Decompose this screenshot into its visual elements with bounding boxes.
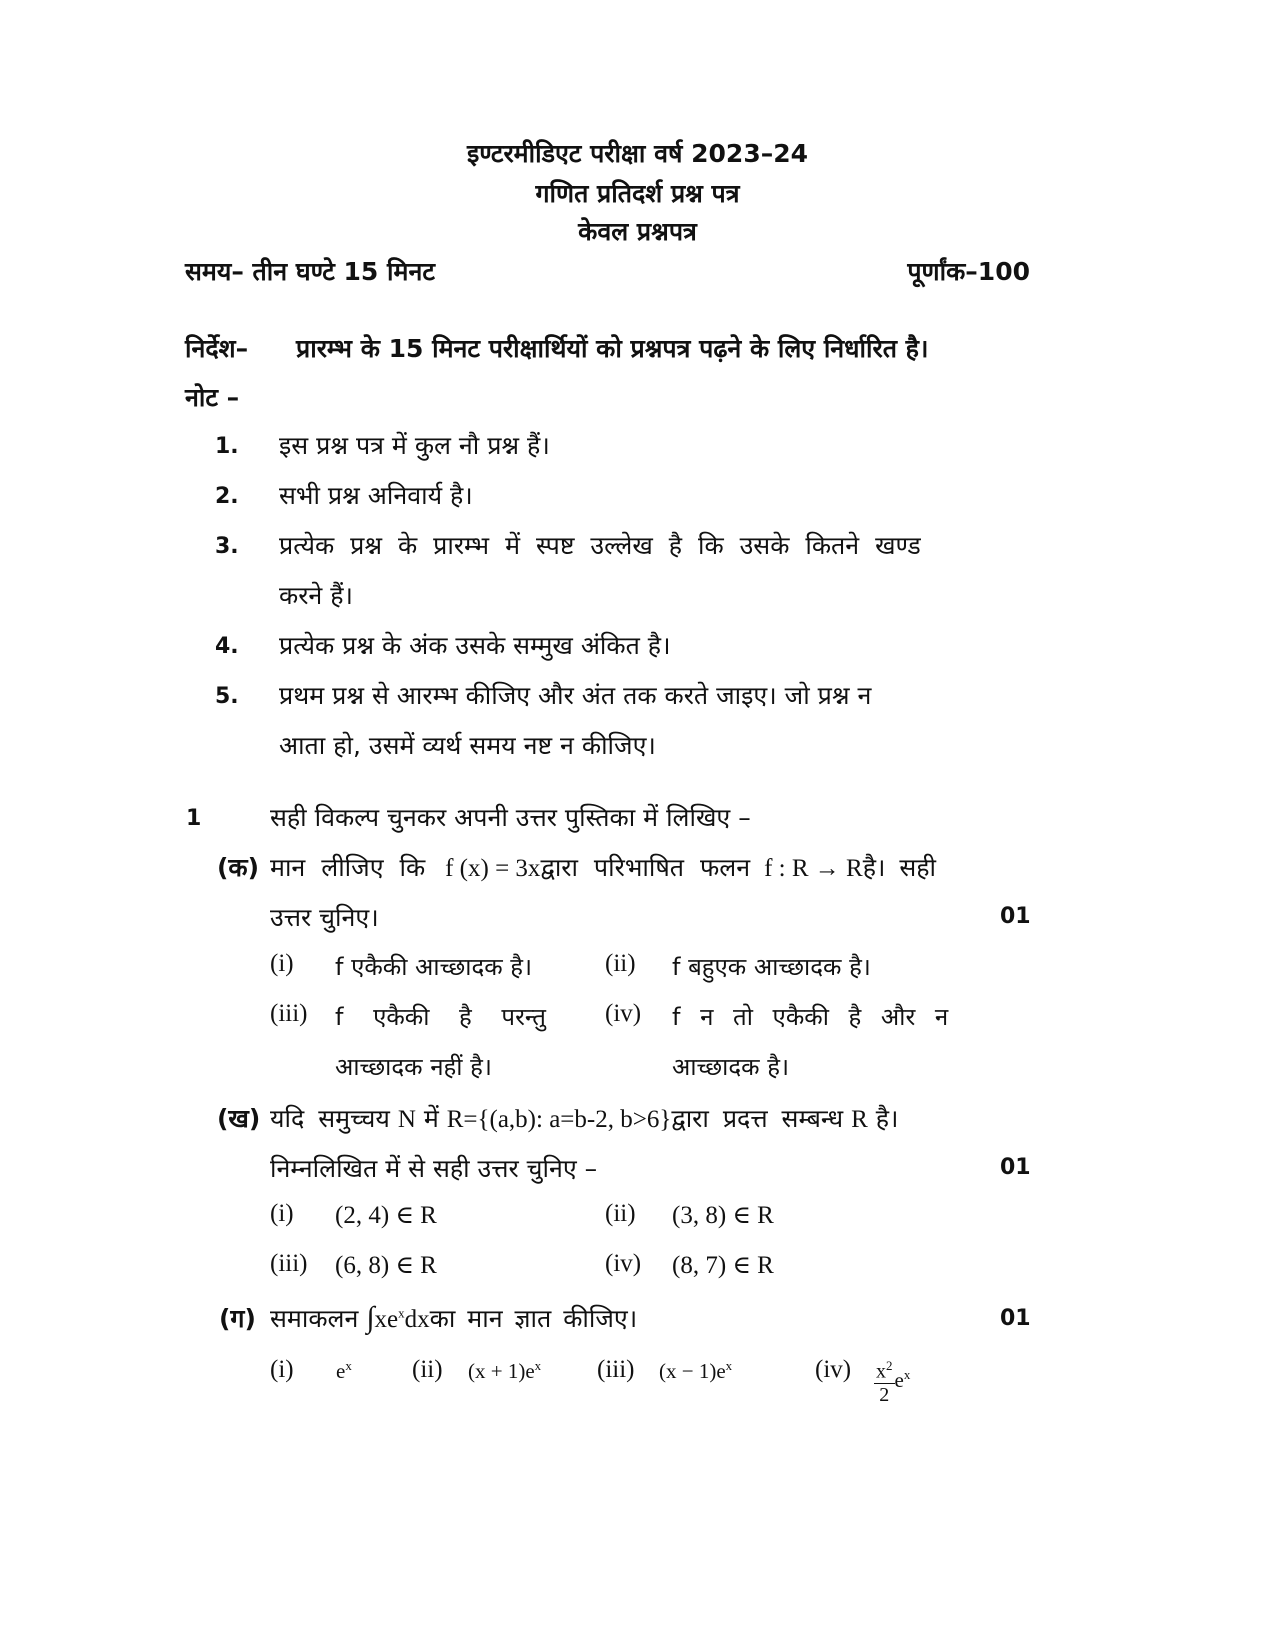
option-label: (i)	[270, 950, 294, 977]
note-label: नोट –	[185, 383, 240, 412]
option-label: (iv)	[815, 1356, 852, 1383]
part-label: (ख)	[217, 1104, 261, 1133]
relation-definition: R={(a,b): a=b-2, b>6}	[446, 1106, 672, 1133]
note-number: 1.	[215, 434, 239, 459]
option-label: (ii)	[412, 1356, 443, 1383]
paper-type: केवल प्रश्नपत्र	[578, 217, 697, 246]
question-number: 1	[186, 806, 202, 831]
note-text-continued: आता हो, उसमें व्यर्थ समय नष्ट न कीजिए।	[279, 731, 656, 760]
option-text: f बहुएक आच्छादक है।	[672, 953, 871, 981]
part-label: (ग)	[219, 1304, 256, 1333]
part-marks: 01	[1000, 1155, 1031, 1180]
option-text-continued: आच्छादक नहीं है।	[335, 1053, 492, 1081]
option-value: (3, 8) ∈ R	[672, 1202, 774, 1229]
note-text: इस प्रश्न पत्र में कुल नौ प्रश्न हैं।	[279, 431, 550, 460]
paper-subject: गणित प्रतिदर्श प्रश्न पत्र	[535, 179, 740, 208]
note-number: 5.	[215, 684, 239, 709]
note-number: 4.	[215, 634, 239, 659]
option-value: $e^x$	[336, 1358, 352, 1383]
exam-title: इण्टरमीडिएट परीक्षा वर्ष 2023–24	[466, 139, 809, 168]
option-label: (iv)	[605, 1000, 642, 1027]
part-label: (क)	[217, 853, 260, 882]
note-number: 3.	[215, 534, 239, 559]
option-label: (iii)	[597, 1356, 635, 1383]
option-value: (8, 7) ∈ R	[672, 1252, 774, 1279]
part-text: यदि समुच्चय N में R={(a,b): a=b-2, b>6}द्वारा प्रदत्त सम्बन्ध R है।	[270, 1104, 899, 1133]
direction-label: निर्देश–	[185, 334, 249, 363]
option-text: f एकैकी आच्छादक है।	[335, 953, 533, 981]
direction-text: प्रारम्भ के 15 मिनट परीक्षार्थियों को प्रश्नपत्र पढ़ने के लिए निर्धारित है।	[296, 334, 929, 363]
note-number: 2.	[215, 484, 239, 509]
option-value: $(x - 1)e^x$	[659, 1358, 733, 1383]
note-text: सभी प्रश्न अनिवार्य है।	[279, 481, 473, 510]
option-value: (6, 8) ∈ R	[335, 1252, 437, 1279]
option-label: (iii)	[270, 1250, 308, 1277]
option-label: (i)	[270, 1200, 294, 1227]
note-text-continued: करने हैं।	[279, 581, 353, 610]
time-allowed: समय– तीन घण्टे 15 मिनट	[185, 257, 435, 286]
option-text-continued: आच्छादक है।	[672, 1053, 790, 1081]
option-value: $\frac{x^2}{2}$ $e^x$	[874, 1355, 910, 1406]
set-symbol: N	[397, 1106, 416, 1133]
integral-expression: $\int xe^xdx$	[366, 1301, 430, 1334]
part-marks: 01	[1000, 904, 1031, 929]
option-value: $(x + 1)e^x$	[468, 1358, 542, 1383]
option-label: (ii)	[605, 950, 636, 977]
option-text: f न तो एकैकी है और न	[672, 1003, 949, 1031]
option-label: (i)	[270, 1356, 294, 1383]
part-text: समाकलन $\int xe^xdxका$ मान ज्ञात कीजिए।	[270, 1301, 638, 1334]
relation-symbol: R	[851, 1106, 868, 1133]
option-text: f एकैकी है परन्तु	[335, 1003, 546, 1031]
note-text: प्रथम प्रश्न से आरम्भ कीजिए और अंत तक करते जाइए। जो प्रश्न न	[279, 681, 872, 710]
option-value: (2, 4) ∈ R	[335, 1202, 437, 1229]
note-text: प्रत्येक प्रश्न के प्रारम्भ में स्पष्ट उल्लेख है कि उसके कितने खण्ड	[279, 531, 921, 560]
integral-sign: ∫	[366, 1301, 375, 1334]
option-label: (iii)	[270, 1000, 308, 1027]
function-mapping: f : R → R	[764, 855, 863, 882]
max-marks: पूर्णांक–100	[907, 257, 1030, 286]
option-label: (ii)	[605, 1200, 636, 1227]
option-label: (iv)	[605, 1250, 642, 1277]
note-text: प्रत्येक प्रश्न के अंक उसके सम्मुख अंकित है।	[279, 631, 671, 660]
part-marks: 01	[1000, 1306, 1031, 1331]
question-instruction: सही विकल्प चुनकर अपनी उत्तर पुस्तिका में लिखिए –	[270, 803, 751, 832]
part-text-continued: निम्नलिखित में से सही उत्तर चुनिए –	[270, 1154, 598, 1183]
fraction: $\frac{x^2}{2}$	[874, 1355, 895, 1406]
function-definition: f (x) = 3x	[445, 855, 541, 882]
part-text: मान लीजिए कि f (x) = 3xद्वारा परिभाषित फलन f : R → Rहै। सही	[270, 853, 937, 882]
part-text-continued: उत्तर चुनिए।	[270, 903, 379, 932]
